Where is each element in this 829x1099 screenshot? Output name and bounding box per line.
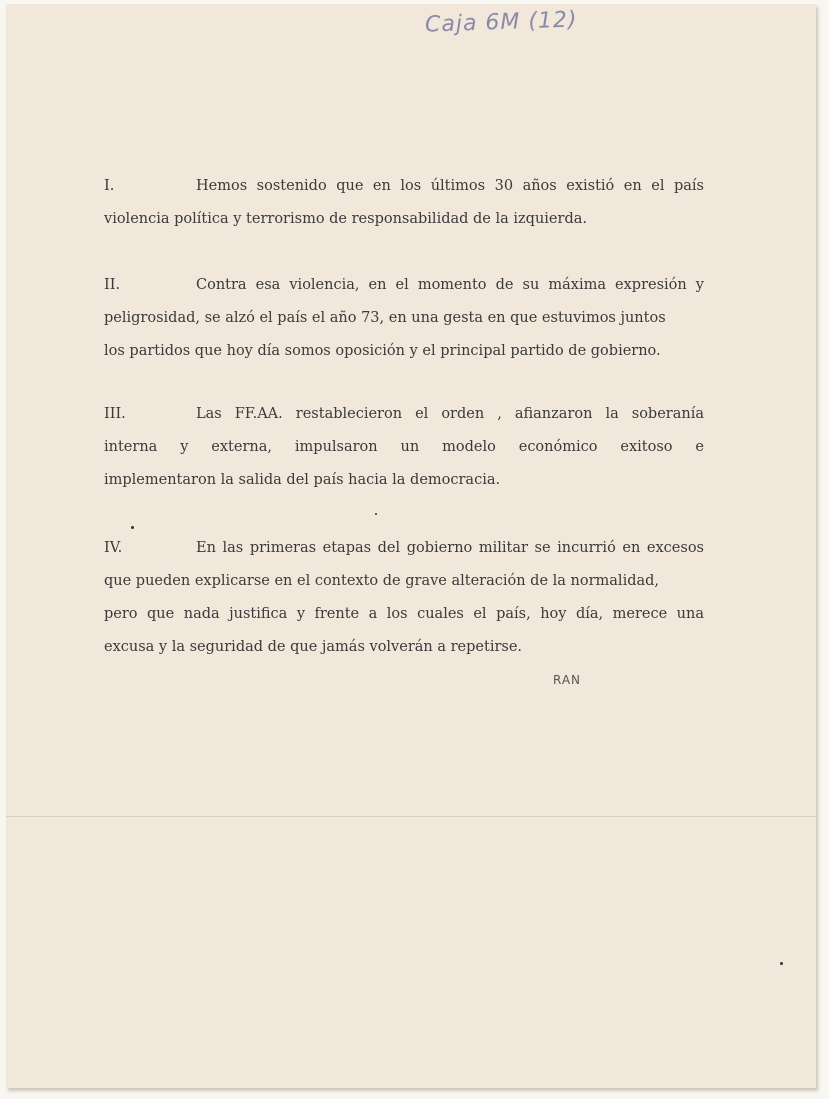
paragraph-line [104, 269, 704, 302]
ink-speck [131, 526, 134, 529]
handwritten-box-reference: Caja 6M (12) [424, 7, 578, 38]
paragraph-3 [104, 398, 704, 497]
paragraph-line: excusa y la seguridad de que jamás volverán a repetirse. [104, 639, 523, 655]
paragraph-line [104, 532, 704, 565]
paragraph-line: interna y externa, impulsaron un modelo económico exitoso e [104, 439, 704, 455]
paragraph-numeral: II. [104, 277, 121, 293]
paragraph-line: peligrosidad, se alzó el país el año 73, en una gesta en que estuvimos juntos [104, 310, 666, 326]
ink-speck [780, 962, 783, 965]
paragraph-1 [104, 170, 704, 236]
paragraph-2 [104, 269, 704, 368]
paragraph-numeral: I. [104, 178, 115, 194]
paragraph-line [104, 398, 704, 431]
paragraph-numeral: III. [104, 406, 126, 422]
paragraph-4 [104, 532, 704, 664]
paragraph-text: En las primeras etapas del gobierno militar se incurrió en excesos [196, 540, 704, 556]
paragraph-line: los partidos que hoy día somos oposición y el principal partido de gobierno. [104, 343, 661, 359]
ink-speck [375, 513, 377, 515]
paragraph-text: Contra esa violencia, en el momento de su máxima expresión y [196, 277, 704, 293]
paragraph-line: pero que nada justifica y frente a los cuales el país, hoy día, merece una [104, 606, 704, 622]
author-initials: RAN [553, 673, 582, 687]
paper-fold-line [6, 816, 816, 817]
paragraph-text: Las FF.AA. restablecieron el orden , afianzaron la soberanía [196, 406, 704, 422]
paragraph-numeral: IV. [104, 540, 123, 556]
paragraph-line [104, 170, 704, 203]
paragraph-line: implementaron la salida del país hacia la democracia. [104, 472, 501, 488]
paragraph-line: violencia política y terrorismo de responsabilidad de la izquierda. [104, 211, 587, 227]
paragraph-line: que pueden explicarse en el contexto de grave alteración de la normalidad, [104, 573, 660, 589]
paragraph-text: Hemos sostenido que en los últimos 30 años existió en el país [196, 178, 704, 194]
